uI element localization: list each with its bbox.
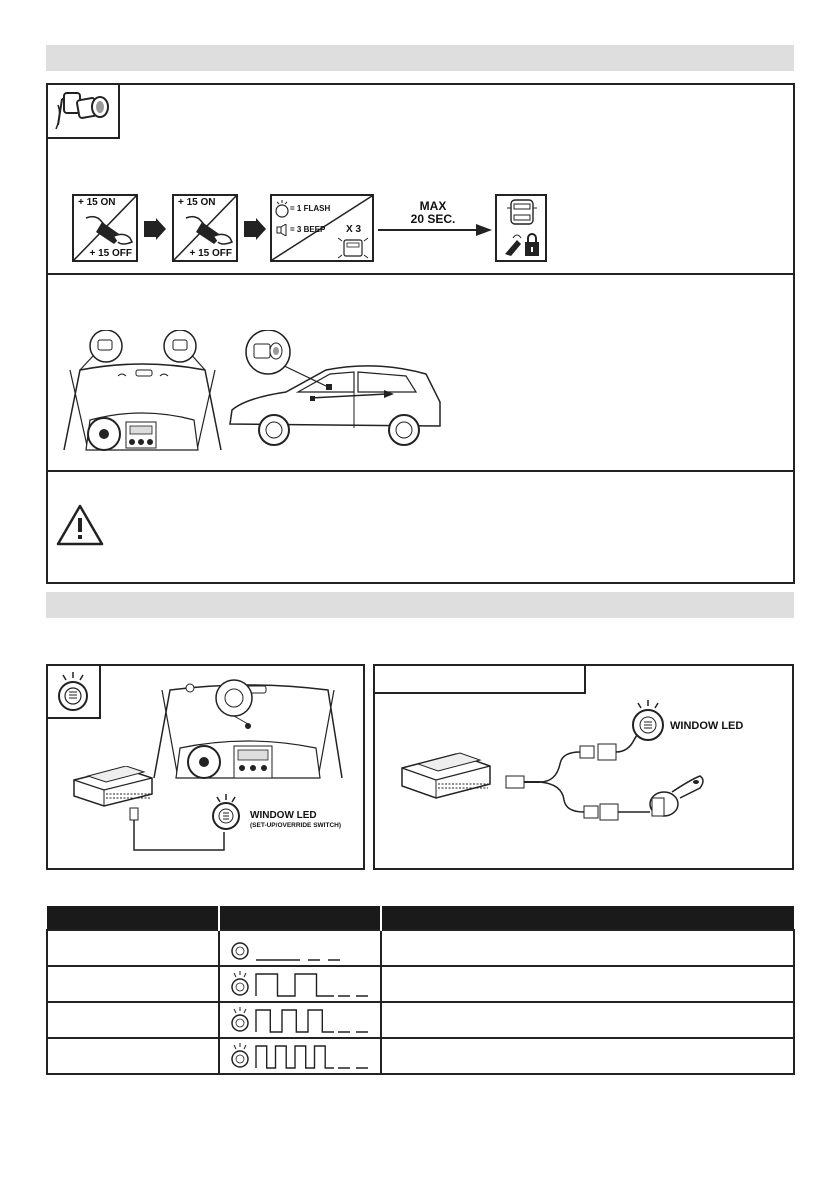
max-label: MAX (419, 199, 447, 213)
led-icon-box (46, 664, 101, 719)
step-ignition-cycle-2 (172, 194, 238, 262)
table-row (47, 1002, 794, 1038)
window-led-label: WINDOW LED (250, 810, 317, 821)
led-pulse-diagram (228, 968, 378, 1000)
ultrasonic-sensor-icon (48, 85, 118, 137)
led-mounting-cabin-illustration (152, 672, 344, 780)
table-cell (381, 930, 794, 966)
pulse-waveform (256, 1046, 368, 1068)
window-led-icon (626, 698, 670, 742)
sensor-placement-car-illustration (226, 330, 446, 452)
table-header-cell (219, 906, 381, 930)
max-time-label (378, 200, 488, 226)
table-cell (219, 966, 381, 1002)
table-cell (381, 966, 794, 1002)
led-signal-table (46, 906, 795, 1075)
table-cell (219, 930, 381, 966)
window-led-icon (232, 1043, 248, 1067)
table-cell (47, 1038, 219, 1074)
sensor-icon-box (46, 83, 120, 139)
table-cell (47, 1002, 219, 1038)
table-cell (219, 1002, 381, 1038)
section-header-band-2 (46, 592, 794, 618)
ignition-on-label: + 15 ON (78, 197, 116, 208)
table-cell (47, 966, 219, 1002)
window-led-icon (232, 971, 248, 995)
led-pulse-diagram (228, 1040, 378, 1072)
flash-label: = 1 FLASH (290, 204, 331, 213)
table-cell (381, 1038, 794, 1074)
car-flash-icon (336, 236, 370, 260)
table-cell (219, 1038, 381, 1074)
window-led-icon (206, 792, 246, 832)
optional-title-box (373, 664, 586, 694)
table-header-cell (47, 906, 219, 930)
window-led-label: WINDOW LED (670, 720, 744, 732)
window-led-icon (232, 1007, 248, 1031)
beep-label: = 3 BEEP (290, 225, 326, 234)
repeat-label: X 3 (346, 224, 362, 235)
step-armed-result (495, 194, 547, 262)
pulse-waveform (256, 974, 368, 996)
table-row (47, 966, 794, 1002)
section-header-band-1 (46, 45, 794, 71)
window-led-sublabel: (SET-UP/OVERRIDE SWITCH) (250, 822, 342, 829)
ignition-off-label: + 15 OFF (89, 248, 132, 259)
pulse-waveform (256, 1010, 368, 1032)
control-unit-illustration (70, 766, 156, 808)
sensor-placement-cabin-illustration (60, 330, 225, 452)
led-pulse-diagram (228, 932, 378, 964)
step-confirmation-signal (270, 194, 374, 262)
led-pulse-diagram (228, 1004, 378, 1036)
window-led-icon (232, 943, 248, 959)
table-cell (47, 930, 219, 966)
divider-line (46, 273, 795, 275)
ignition-off-label: + 15 OFF (189, 248, 232, 259)
table-cell (381, 1002, 794, 1038)
table-header-row (47, 906, 794, 930)
siren-icon (276, 224, 288, 236)
control-unit-illustration (398, 752, 494, 800)
car-top-view-icon (505, 198, 539, 226)
warning-icon (56, 504, 104, 546)
divider-line (46, 470, 795, 472)
table-row (47, 1038, 794, 1074)
ignition-on-label: + 15 ON (178, 197, 216, 208)
key-lock-icon (503, 230, 541, 258)
long-arrow-right-icon (378, 224, 492, 236)
step-ignition-cycle-1 (72, 194, 138, 262)
led-icon (274, 200, 290, 218)
window-led-icon (48, 666, 99, 717)
arrow-right-icon (144, 218, 166, 240)
arrow-right-icon (244, 218, 266, 240)
table-header-cell (381, 906, 794, 930)
table-row (47, 930, 794, 966)
seconds-label: 20 SEC. (410, 212, 456, 226)
